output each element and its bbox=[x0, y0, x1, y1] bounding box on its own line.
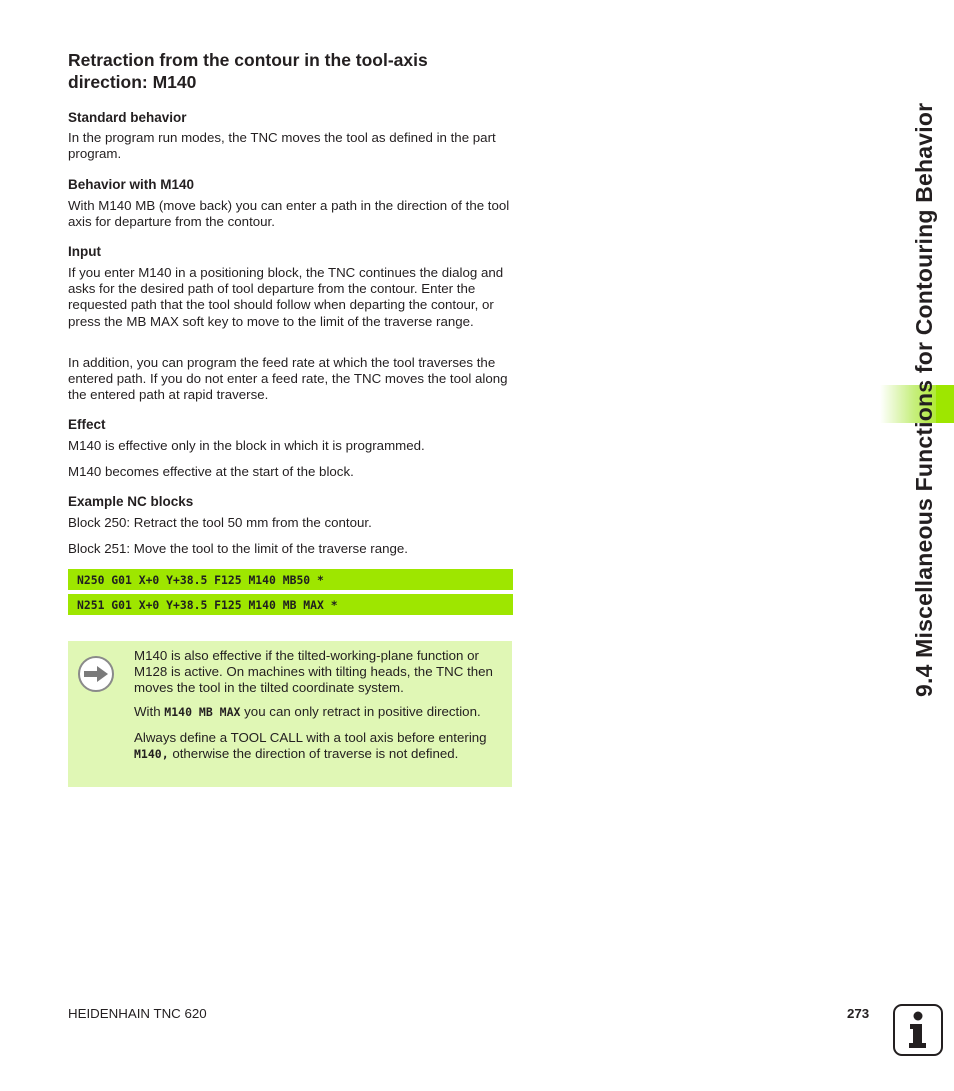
code-block-n251 bbox=[68, 594, 513, 615]
page-title: Retraction from the contour in the tool-axis direction: M140 bbox=[68, 50, 428, 92]
arrow-right-icon bbox=[78, 656, 114, 692]
page-number: 273 bbox=[847, 1006, 870, 1021]
heading-standard-behavior: Standard behavior bbox=[68, 110, 187, 125]
code-m140-mb-max: M140 MB MAX bbox=[164, 705, 241, 719]
note-paragraph-3: Always define a TOOL CALL with a tool axis before entering M140, otherwise the direction of traverse is not defined. bbox=[134, 730, 487, 761]
heading-input: Input bbox=[68, 244, 101, 259]
footer-product: HEIDENHAIN TNC 620 bbox=[68, 1006, 207, 1021]
code-block-n250 bbox=[68, 569, 513, 590]
code-m140: M140, bbox=[134, 747, 169, 761]
text-effect-1: M140 is effective only in the block in which it is programmed. bbox=[68, 438, 425, 453]
text-input-2: In addition, you can program the feed rate at which the tool traverses the entered path. If you do not enter a feed rate, the TNC moves the tool along the entered path at rapid traverse. bbox=[68, 355, 508, 403]
text-behavior-m140: With M140 MB (move back) you can enter a path in the direction of the tool axis for departure from the contour. bbox=[68, 198, 510, 230]
note-paragraph-2: With M140 MB MAX you can only retract in positive direction. bbox=[134, 704, 481, 719]
text-standard-behavior: In the program run modes, the TNC moves the tool as defined in the part program. bbox=[68, 130, 496, 162]
text-input-1: If you enter M140 in a positioning block, the TNC continues the dialog and asks for the desired path of tool departure from the contour. Enter the requested path that the tool should follow when departing the contour, or press the MB MAX soft key to move to the limit of the traverse range. bbox=[68, 265, 504, 329]
note-box bbox=[68, 641, 512, 787]
heading-example-nc-blocks: Example NC blocks bbox=[68, 494, 194, 509]
section-side-title: 9.4 Miscellaneous Functions for Contouring Behavior bbox=[911, 102, 937, 697]
text-example-2: Block 251: Move the tool to the limit of the traverse range. bbox=[68, 541, 408, 556]
chapter-tab-strip bbox=[936, 385, 954, 423]
text-example-1: Block 250: Retract the tool 50 mm from the contour. bbox=[68, 515, 372, 530]
info-icon bbox=[893, 1004, 943, 1056]
code-line-n251: N251 G01 X+0 Y+38.5 F125 M140 MB MAX * bbox=[77, 597, 338, 612]
heading-behavior-m140: Behavior with M140 bbox=[68, 177, 195, 192]
code-line-n250: N250 G01 X+0 Y+38.5 F125 M140 MB50 * bbox=[77, 572, 324, 587]
text-effect-2: M140 becomes effective at the start of the block. bbox=[68, 464, 354, 479]
heading-effect: Effect bbox=[68, 417, 106, 432]
note-paragraph-1: M140 is also effective if the tilted-working-plane function or M128 is active. On machines with tilting heads, the TNC then moves the tool in the tilted coordinate system. bbox=[134, 648, 493, 695]
